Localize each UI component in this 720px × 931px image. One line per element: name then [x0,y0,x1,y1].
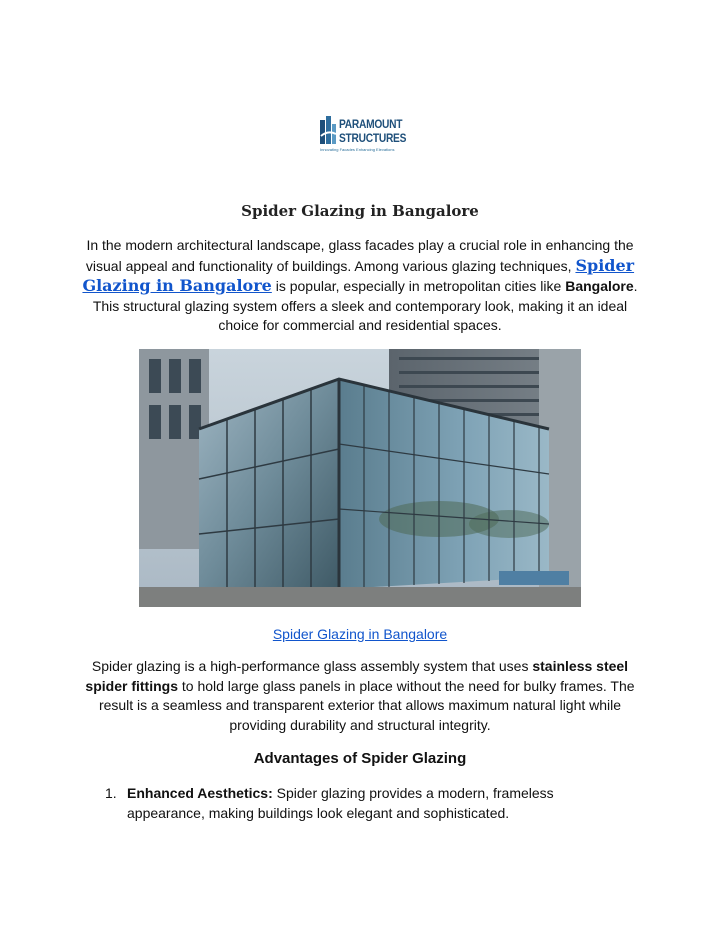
body-bold-fittings: stainless steel spider fittings [85,658,629,694]
intro-text-1: In the modern architectural landscape, glass facades play a crucial role in enhancing the visual appeal and functionality of buildings. Among various glazing techniques, [85,237,634,274]
list-item-body: Spider glazing provides a modern, frameless appearance, making buildings look elegant and sophisticated. [127,785,554,821]
body-paragraph [80,657,640,735]
intro-text-3: . This structural glazing system offers a sleek and contemporary look, making it an ideal choice for commercial and residential spaces. [92,278,638,333]
intro-paragraph [80,236,640,336]
logo-tagline: Innovating Facades Enhancing Elevations [320,147,395,152]
building-logo-icon [318,114,338,146]
body-text-2: to hold large glass panels in place without the need for bulky frames. The result is a seamless and transparent exterior that allows maximum natural light while providing durability and structural integrity. [98,677,635,733]
intro-bold-city: Bangalore [565,278,634,294]
advantages-heading: Advantages of Spider Glazing [253,750,467,767]
list-item-text [127,784,587,823]
logo-wordmark-bottom: STRUCTURES [339,131,407,145]
body-text-1: Spider glazing is a high-performance glass assembly system that uses [91,658,533,674]
spider-glazing-link[interactable]: Spider Glazing in Bangalore [82,255,635,295]
building-photo [139,349,581,607]
glass-facade-image [139,349,581,607]
logo-wordmark-top: PARAMOUNT [339,117,403,131]
image-caption-link[interactable]: Spider Glazing in Bangalore [272,626,448,642]
list-item-title: Enhanced Aesthetics: [127,785,273,801]
page-title: Spider Glazing in Bangalore [241,202,479,220]
intro-text-2: is popular, especially in metropolitan cities like [271,278,566,294]
company-logo [318,114,407,154]
list-item-number: 1. [105,785,117,801]
